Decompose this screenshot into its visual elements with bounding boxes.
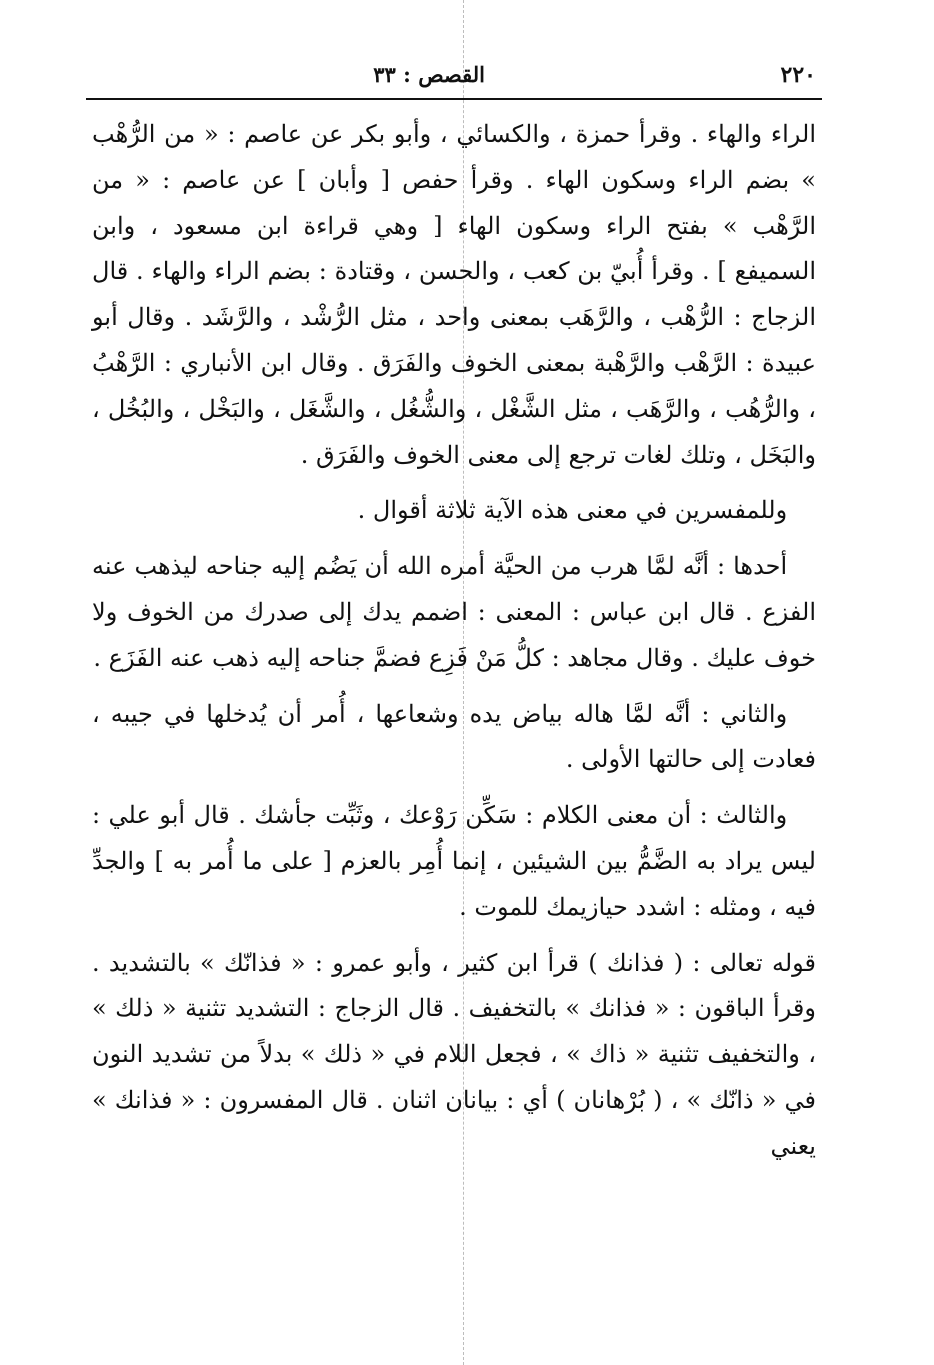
paragraph-3: أحدها : أنَّه لمَّا هرب من الحيَّة أمره الله أن يَضُم إليه جناحه ليذهب عنه الفزع . قال ابن عباس : المعنى : اضمم يدك إلى صدرك من الخوف ولا خوف عليك . وقال مجاهد : كلُّ مَنْ فَزِع فضمَّ جناحه إليه ذهب عنه الفَزَع . — [92, 552, 816, 672]
chapter-title: القصص : ٣٣ — [373, 62, 485, 87]
header-rule — [86, 98, 822, 100]
paragraph-2: وللمفسرين في معنى هذه الآية ثلاثة أقوال . — [357, 496, 788, 525]
paragraph-6: قوله تعالى : ( فذانك ) قرأ ابن كثير ، وأبو عمرو : « فذانّك » بالتشديد . وقرأ الباقون : « فذانك » بالتخفيف . قال الزجاج : التشديد تثنية « ذلك » ، والتخفيف تثنية « ذاك » ، فجعل اللام في « ذلك » بدلاً من تشديد النون في « ذانّك » ، ( بُرْهانان ) أي : بيانان اثنان . قال المفسرون : « فذانك » يعني — [92, 948, 817, 1160]
paragraph-1: الراء والهاء . وقرأ حمزة ، والكسائي ، وأبو بكر عن عاصم : « من الرُّهْب » بضم الراء وسكون الهاء . وقرأ حفص [ وأبان ] عن عاصم : « من الرَّهْب » بفتح الراء وسكون الهاء [ وهي قراءة ابن مسعود ، وابن السميفع ] . وقرأ أُبيّ بن كعب ، والحسن ، وقتادة : بضم الراء والهاء . قال الزجاج : الرُّهْب ، والرَّهَب بمعنى واحد ، مثل الرُّشْد ، والرَّشَد . وقال أبو عبيدة : الرَّهْب والرَّهْبة بمعنى الخوف والفَرَق . وقال ابن الأنباري : الرَّهْبُ ، والرُّهُب ، والرَّهَب ، مثل الشَّغْل ، والشُّغُل ، والشَّغَل ، والبَخْل ، والبُخُل ، والبَخَل ، وتلك لغات ترجع إلى معنى الخوف والفَرَق . — [92, 120, 816, 469]
paragraph-5: والثالث : أن معنى الكلام : سَكِّن رَوْعك ، وثَبِّت جأشك . قال أبو علي : ليس يراد به الضَّمُّ بين الشيئين ، إنما أُمِر بالعزم [ على ما أُمر به ] والجدِّ فيه ، ومثله : اشدد حيازيمك للموت . — [92, 801, 816, 921]
page-body — [92, 112, 816, 1170]
paragraph-4: والثاني : أنَّه لمَّا هاله بياض يده وشعاعها ، أُمر أن يُدخلها في جيبه ، فعادت إلى حالتها الأولى . — [92, 699, 816, 774]
page-number: ٢٢٠ — [780, 62, 816, 88]
page-header — [88, 60, 820, 92]
